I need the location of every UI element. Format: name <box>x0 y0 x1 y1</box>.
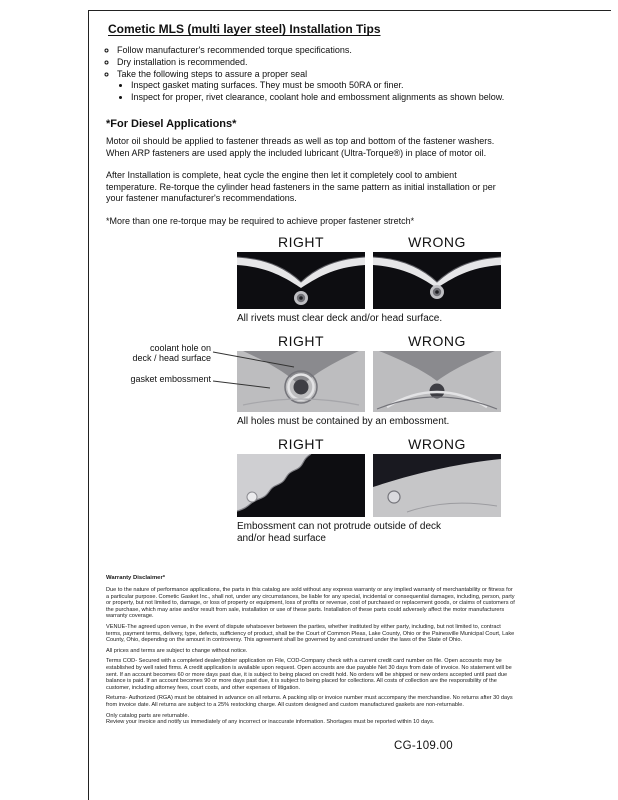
installation-tips-list <box>106 44 578 80</box>
disclaimer-paragraph: Terms COD- Secured with a completed dealer/jobber application on File, COD-Company check with a current credit card number on file. Open accounts may be established by well rated firms. A credit application is available upon request. Open accounts are due payable Net 30 days from date of invoice. No statement will be sent. If an account becomes 60 or more days past due, it is subject to being placed on credit hold. No orders will be shipped or new orders accepted until past due balance is paid. If an account becomes 90 or more days past due, it is subject to being placed for collections. All costs of collection are the responsibility of the customer, including attorney fees, court costs, and other expenses of litigation. <box>106 658 512 691</box>
protrusion-wrong-image <box>373 454 501 517</box>
page-content <box>106 22 578 752</box>
rivet-wrong-figure <box>373 234 501 309</box>
page-border-left <box>88 10 89 800</box>
embossment-caption: All holes must be contained by an embossment. <box>237 415 450 427</box>
embossment-wrong-image <box>373 351 501 412</box>
annotation-line: deck / head surface <box>132 352 211 363</box>
disclaimer-paragraph: Review your invoice and notify us immediately of any incorrect or inaccurate information. Shortages must be reported within 10 days. <box>106 719 435 726</box>
tip-item: ◦ Take the following steps to assure a proper seal <box>117 68 578 80</box>
rivet-right-image <box>237 252 365 309</box>
disclaimer-paragraph: Only catalog parts are returnable. <box>106 712 190 719</box>
disclaimer-paragraph: Returns- Authorized (RGA) must be obtained in advance on all returns. A packing slip or invoice number must accompany the merchandise. No returns after 30 days from invoice date. All returns are subject to a 25% restocking charge. All custom designed and custom manufactured gaskets are non-returnable. <box>106 695 513 708</box>
wrong-label: WRONG <box>408 332 466 349</box>
protrusion-caption <box>237 521 501 545</box>
page-border-top <box>88 10 611 11</box>
disclaimer-paragraph: Due to the nature of performance applications, the parts in this catalog are sold without any express warranty or any implied warranty of merchantability or fitness for a particular purpose. Cometic Gasket Inc., shall not, under any circumstances, be liable for any special, incidental or consequential damages, including, person, party or property, but not limited to, damage, or loss of property or equipment, loss of profits or revenue, cost of purchased or replacement goods, or claims of customers of the purchase, which may arise and/or result from sale, installation or use of these parts. Installation of these parts could adversely affect the motor manufacturers warranty coverage. <box>106 587 515 620</box>
tip-sub-item: • Inspect for proper, rivet clearance, coolant hole and embossment alignments as shown below. <box>131 92 578 104</box>
wrong-label: WRONG <box>408 233 466 250</box>
protrusion-figure-row <box>237 436 501 517</box>
retorque-note: *More than one re-torque may be required to achieve proper fastener stretch* <box>106 215 415 226</box>
rivet-wrong-image <box>373 252 501 309</box>
figures-section <box>130 233 501 545</box>
protrusion-right-figure <box>237 436 365 517</box>
wrong-label: WRONG <box>408 435 466 452</box>
tip-item: ◦ Dry installation is recommended. <box>117 56 578 68</box>
diesel-paragraph-1: Motor oil should be applied to fastener threads as well as top and bottom of the fastener washers. When ARP fasteners are used apply the included lubricant (Ultra-Torque®) in place of motor oil. <box>106 136 495 158</box>
gasket-embossment-annotation: gasket embossment <box>130 373 211 384</box>
tip-sub-item: • Inspect gasket mating surfaces. They must be smooth 50RA or finer. <box>131 80 578 92</box>
warranty-disclaimer-heading: Warranty Disclaimer* <box>106 574 166 581</box>
right-label: RIGHT <box>277 233 325 250</box>
caption-line: Embossment can not protrude outside of deck <box>237 520 442 532</box>
rivet-figure-row <box>237 234 501 309</box>
warranty-disclaimer <box>106 575 516 726</box>
rivet-caption: All rivets must clear deck and/or head surface. <box>237 312 443 324</box>
rivet-right-figure <box>237 234 365 309</box>
proper-seal-steps-list <box>106 80 578 103</box>
embossment-wrong-figure <box>373 333 501 412</box>
caption-line: and/or head surface <box>237 532 326 544</box>
page-title: Cometic MLS (multi layer steel) Installation Tips <box>108 22 381 36</box>
protrusion-right-image <box>237 454 365 517</box>
annotation-line: coolant hole on <box>149 342 211 353</box>
disclaimer-paragraph: VENUE-The agreed upon venue, in the event of dispute whatsoever between the parties, whether instituted by either party, including, but not limited to, contract terms, payment terms, delivery, type, defects, sufficiency of product, shall be the Court of Common Pleas, Lake County, Ohio or the Painesville Municipal Court, Lake County, Ohio, depending on the amount in controversy. This agreement shall be governed by and construed under the laws of the State of Ohio. <box>106 624 515 644</box>
embossment-figure-row <box>237 333 501 412</box>
diesel-applications-heading: *For Diesel Applications* <box>106 118 237 130</box>
right-label: RIGHT <box>277 435 325 452</box>
tip-item: ◦ Follow manufacturer's recommended torque specifications. <box>117 44 578 56</box>
protrusion-wrong-figure <box>373 436 501 517</box>
coolant-hole-annotation <box>132 343 211 363</box>
disclaimer-paragraph: All prices and terms are subject to change without notice. <box>106 647 248 654</box>
embossment-right-figure <box>237 333 365 412</box>
right-label: RIGHT <box>277 332 325 349</box>
diesel-paragraph-2: After Installation is complete, heat cycle the engine then let it completely cool to ambient temperature. Re-torque the cylinder head fasteners in the same pattern as initial installation or per your fastener manufacturer's recommendations. <box>106 170 496 203</box>
embossment-right-image <box>237 351 365 412</box>
catalog-code: CG-109.00 <box>394 739 453 752</box>
